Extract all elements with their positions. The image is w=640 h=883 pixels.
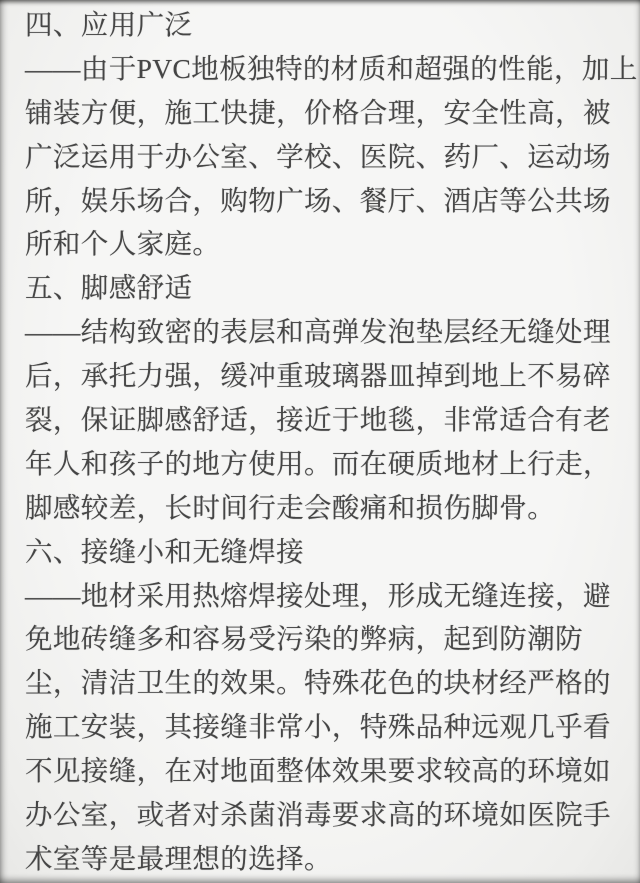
body-line: ——地材采用热熔焊接处理，形成无缝连接，避 <box>25 579 611 611</box>
body-line: 裂，保证脚感舒适，接近于地毯，非常适合有老 <box>25 404 611 436</box>
body-line: 尘，清洁卫生的效果。特殊花色的块材经严格的 <box>25 667 611 699</box>
body-line: 不见接缝，在对地面整体效果要求较高的环境如 <box>25 755 611 787</box>
body-line: 铺装方便，施工快捷，价格合理，安全性高，被 <box>25 96 611 128</box>
body-line: 后，承托力强，缓冲重玻璃器皿掉到地上不易碎 <box>25 360 611 392</box>
body-line: ——由于PVC地板独特的材质和超强的性能，加上 <box>25 52 638 84</box>
body-line: 脚感较差，长时间行走会酸痛和损伤脚骨。 <box>25 491 556 523</box>
body-line: 术室等是最理想的选择。 <box>25 842 332 874</box>
body-line: 施工安装，其接缝非常小，特殊品种远观几乎看 <box>25 711 611 743</box>
section-heading-4: 四、应用广泛 <box>25 9 193 40</box>
section-heading-6: 六、接缝小和无缝焊接 <box>25 535 304 567</box>
body-line: 广泛运用于办公室、学校、医院、药厂、运动场 <box>25 140 611 172</box>
body-line: 所和个人家庭。 <box>25 228 221 260</box>
body-line: 免地砖缝多和容易受污染的弊病，起到防潮防 <box>25 623 583 655</box>
body-line: 所，娱乐场合，购物广场、餐厅、酒店等公共场 <box>25 184 611 216</box>
section-heading-5: 五、脚感舒适 <box>25 272 193 304</box>
body-line: 办公室，或者对杀菌消毒要求高的环境如医院手 <box>25 799 611 831</box>
body-line: 年人和孩子的地方使用。而在硬质地材上行走， <box>25 447 611 479</box>
body-line: ——结构致密的表层和高弹发泡垫层经无缝处理 <box>25 316 611 348</box>
